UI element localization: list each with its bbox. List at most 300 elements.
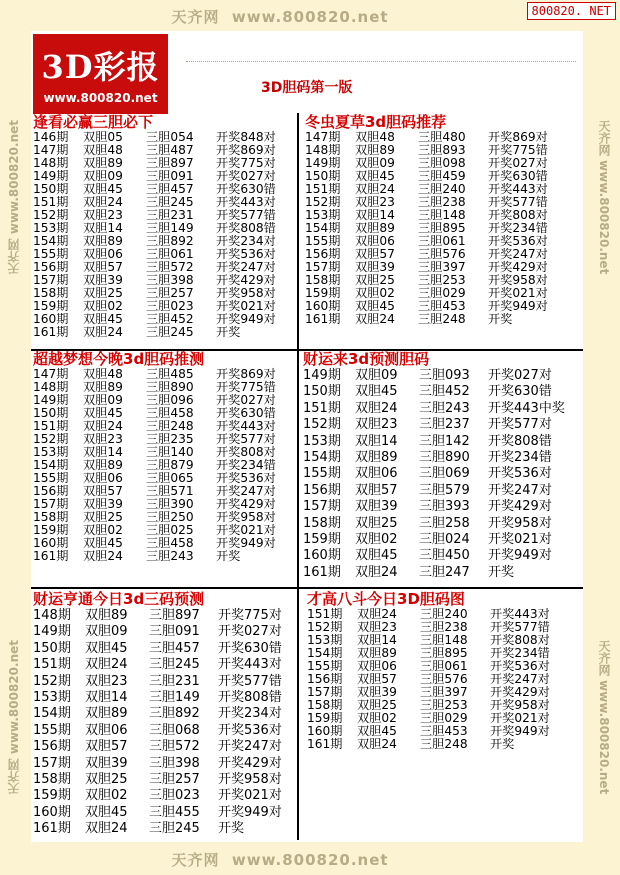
triple-pick: 三胆397	[420, 685, 468, 699]
double-pick: 双胆09	[83, 169, 123, 183]
issue-number: 154期	[33, 458, 69, 472]
issue-number: 148期	[33, 380, 69, 394]
prediction-row	[303, 384, 565, 400]
double-pick: 双胆23	[83, 208, 123, 222]
double-pick: 双胆45	[83, 312, 123, 326]
panel-rows	[33, 368, 276, 563]
triple-pick: 三胆247	[419, 564, 470, 580]
issue-number: 155期	[303, 466, 341, 482]
draw-result: 开奖775对	[218, 608, 282, 623]
triple-pick: 三胆453	[420, 724, 468, 738]
draw-result: 开奖808错	[216, 221, 276, 235]
draw-result: 开奖630错	[488, 384, 552, 400]
triple-pick: 三胆243	[146, 549, 194, 563]
issue-number: 153期	[307, 633, 343, 647]
issue-number: 157期	[307, 685, 343, 699]
issue-number: 159期	[303, 531, 341, 547]
double-pick: 双胆24	[355, 564, 398, 580]
draw-result: 开奖027对	[218, 624, 282, 640]
issue-number: 153期	[33, 689, 71, 705]
draw-result: 开奖	[216, 325, 241, 339]
double-pick: 双胆06	[355, 466, 398, 482]
triple-pick: 三胆248	[420, 737, 468, 751]
draw-result: 开奖234对	[218, 706, 282, 722]
draw-result: 开奖536对	[488, 466, 552, 482]
draw-result: 开奖630错	[216, 182, 276, 196]
prediction-row	[303, 450, 565, 466]
draw-result: 开奖443对	[216, 419, 276, 433]
triple-pick: 三胆140	[146, 445, 194, 459]
double-pick: 双胆25	[357, 698, 397, 712]
double-pick: 双胆45	[355, 384, 398, 400]
column-divider	[297, 113, 299, 840]
triple-pick: 三胆458	[146, 406, 194, 420]
double-pick: 双胆89	[355, 143, 395, 157]
issue-number: 161期	[307, 737, 343, 751]
double-pick: 双胆06	[83, 471, 123, 485]
double-pick: 双胆48	[355, 130, 395, 144]
issue-number: 150期	[305, 169, 341, 183]
double-pick: 双胆45	[83, 406, 123, 420]
double-pick: 双胆89	[83, 458, 123, 472]
issue-number: 152期	[33, 208, 69, 222]
draw-result: 开奖577对	[216, 432, 276, 446]
prediction-row	[33, 821, 282, 837]
issue-number: 151期	[305, 182, 341, 196]
panel-2	[305, 114, 548, 326]
prediction-row	[303, 417, 565, 433]
double-pick: 双胆24	[357, 737, 397, 751]
double-pick: 双胆24	[355, 182, 395, 196]
issue-number: 156期	[307, 672, 343, 686]
prediction-row	[33, 690, 282, 706]
draw-result: 开奖577错	[488, 195, 548, 209]
panel-4	[303, 351, 565, 581]
draw-result: 开奖247对	[216, 484, 276, 498]
issue-number: 150期	[33, 182, 69, 196]
prediction-row	[33, 624, 282, 640]
prediction-row	[33, 772, 282, 788]
page-title: 3D胆码第一版	[261, 80, 353, 96]
triple-pick: 三胆893	[418, 143, 466, 157]
issue-number: 152期	[33, 673, 71, 689]
triple-pick: 三胆148	[418, 208, 466, 222]
triple-pick: 三胆459	[418, 169, 466, 183]
issue-number: 153期	[303, 433, 341, 449]
draw-result: 开奖	[488, 312, 513, 326]
draw-result: 开奖949对	[490, 724, 550, 738]
triple-pick: 三胆253	[420, 698, 468, 712]
double-pick: 双胆57	[83, 484, 123, 498]
triple-pick: 三胆023	[146, 299, 194, 313]
draw-result: 开奖021对	[488, 286, 548, 300]
prediction-row	[33, 739, 282, 755]
triple-pick: 三胆892	[149, 706, 200, 722]
triple-pick: 三胆576	[418, 247, 466, 261]
issue-number: 150期	[303, 384, 341, 400]
double-pick: 双胆57	[85, 739, 128, 755]
double-pick: 双胆02	[83, 523, 123, 537]
double-pick: 双胆45	[355, 299, 395, 313]
triple-pick: 三胆572	[146, 260, 194, 274]
issue-number: 148期	[33, 156, 69, 170]
logo	[33, 34, 168, 114]
double-pick: 双胆24	[83, 419, 123, 433]
double-pick: 双胆23	[355, 195, 395, 209]
triple-pick: 三胆029	[418, 286, 466, 300]
double-pick: 双胆89	[355, 449, 398, 465]
triple-pick: 三胆895	[420, 646, 468, 660]
panel-title: 冬虫夏草3d胆码推荐	[305, 113, 447, 131]
double-pick: 双胆57	[355, 247, 395, 261]
issue-number: 158期	[33, 510, 69, 524]
issue-number: 157期	[33, 273, 69, 287]
prediction-row	[303, 532, 565, 548]
double-pick: 双胆02	[85, 788, 128, 804]
draw-result: 开奖021对	[488, 531, 552, 547]
issue-number: 152期	[303, 417, 341, 433]
issue-number: 148期	[305, 143, 341, 157]
triple-pick: 三胆061	[418, 234, 466, 248]
issue-number: 156期	[33, 260, 69, 274]
draw-result: 开奖808错	[218, 689, 282, 705]
issue-number: 156期	[33, 739, 71, 755]
issue-number: 155期	[305, 234, 341, 248]
draw-result: 开奖536对	[488, 234, 548, 248]
prediction-row	[33, 756, 282, 772]
draw-result: 开奖234错	[488, 221, 548, 235]
triple-pick: 三胆023	[149, 788, 200, 804]
draw-result: 开奖443对	[488, 182, 548, 196]
issue-number: 150期	[33, 406, 69, 420]
issue-number: 153期	[33, 445, 69, 459]
draw-result: 开奖869对	[216, 143, 276, 157]
double-pick: 双胆39	[83, 497, 123, 511]
draw-result: 开奖	[218, 821, 245, 837]
triple-pick: 三胆093	[419, 368, 470, 383]
triple-pick: 三胆398	[149, 755, 200, 771]
prediction-row	[33, 326, 276, 339]
triple-pick: 三胆457	[149, 640, 200, 656]
triple-pick: 三胆571	[146, 484, 194, 498]
draw-result: 开奖775错	[488, 143, 548, 157]
double-pick: 双胆45	[357, 724, 397, 738]
prediction-row	[33, 674, 282, 690]
double-pick: 双胆45	[355, 169, 395, 183]
issue-number: 158期	[307, 698, 343, 712]
triple-pick: 三胆149	[149, 689, 200, 705]
issue-number: 155期	[307, 659, 343, 673]
issue-number: 159期	[33, 523, 69, 537]
draw-result: 开奖808对	[490, 633, 550, 647]
draw-result: 开奖027对	[216, 393, 276, 407]
issue-number: 149期	[33, 624, 71, 640]
panel-title: 才高八斗今日3D胆码图	[307, 590, 465, 608]
logo-url: www.800820.net	[43, 91, 158, 105]
issue-number: 147期	[305, 130, 341, 144]
header-divider	[186, 61, 576, 62]
triple-pick: 三胆098	[418, 156, 466, 170]
double-pick: 双胆39	[85, 755, 128, 771]
draw-result: 开奖630错	[488, 169, 548, 183]
panel-rows	[33, 131, 276, 339]
double-pick: 双胆06	[83, 247, 123, 261]
double-pick: 双胆06	[355, 234, 395, 248]
issue-number: 154期	[303, 449, 341, 465]
triple-pick: 三胆895	[418, 221, 466, 235]
draw-result: 开奖577对	[488, 417, 552, 433]
triple-pick: 三胆897	[146, 156, 194, 170]
draw-result: 开奖027对	[488, 156, 548, 170]
prediction-row	[303, 466, 565, 482]
triple-pick: 三胆061	[420, 659, 468, 673]
double-pick: 双胆02	[355, 286, 395, 300]
panel-rows	[33, 608, 282, 837]
panel-title: 财运亨通今日3d三码预测	[33, 590, 205, 608]
double-pick: 双胆57	[357, 672, 397, 686]
triple-pick: 三胆393	[419, 499, 470, 515]
draw-result: 开奖808对	[488, 208, 548, 222]
triple-pick: 三胆245	[149, 821, 200, 837]
draw-result: 开奖429对	[490, 685, 550, 699]
triple-pick: 三胆245	[146, 195, 194, 209]
draw-result: 开奖027对	[216, 169, 276, 183]
triple-pick: 三胆257	[146, 286, 194, 300]
double-pick: 双胆24	[85, 821, 128, 837]
double-pick: 双胆89	[355, 221, 395, 235]
triple-pick: 三胆237	[419, 417, 470, 433]
draw-result: 开奖869对	[216, 367, 276, 381]
prediction-row	[303, 565, 565, 581]
issue-number: 152期	[307, 620, 343, 634]
draw-result: 开奖	[488, 564, 515, 580]
panel-1	[33, 114, 276, 339]
double-pick: 双胆23	[355, 417, 398, 433]
draw-result: 开奖848对	[216, 130, 276, 144]
draw-result: 开奖630错	[216, 406, 276, 420]
double-pick: 双胆39	[355, 260, 395, 274]
double-pick: 双胆25	[355, 273, 395, 287]
double-pick: 双胆25	[83, 286, 123, 300]
issue-number: 159期	[305, 286, 341, 300]
issue-number: 151期	[33, 195, 69, 209]
double-pick: 双胆89	[357, 646, 397, 660]
double-pick: 双胆24	[83, 549, 123, 563]
triple-pick: 三胆248	[418, 312, 466, 326]
triple-pick: 三胆238	[418, 195, 466, 209]
triple-pick: 三胆576	[420, 672, 468, 686]
watermark-top: 天齐网 www.800820.net	[171, 8, 389, 26]
issue-number: 155期	[33, 247, 69, 261]
prediction-row	[303, 483, 565, 499]
draw-result: 开奖536对	[216, 247, 276, 261]
issue-number: 160期	[305, 299, 341, 313]
draw-result: 开奖429对	[488, 260, 548, 274]
draw-result: 开奖630错	[218, 640, 282, 656]
row-divider-2	[31, 587, 583, 589]
issue-number: 160期	[307, 724, 343, 738]
prediction-row	[33, 550, 276, 563]
double-pick: 双胆23	[357, 620, 397, 634]
double-pick: 双胆89	[83, 380, 123, 394]
panel-title: 逢看必赢三胆必下	[33, 113, 154, 131]
issue-number: 161期	[305, 312, 341, 326]
draw-result: 开奖247对	[490, 672, 550, 686]
triple-pick: 三胆148	[420, 633, 468, 647]
issue-number: 157期	[303, 499, 341, 515]
issue-number: 155期	[33, 471, 69, 485]
issue-number: 159期	[307, 711, 343, 725]
prediction-row	[303, 401, 565, 417]
triple-pick: 三胆065	[146, 471, 194, 485]
double-pick: 双胆09	[355, 368, 398, 383]
issue-number: 161期	[33, 549, 69, 563]
triple-pick: 三胆480	[418, 130, 466, 144]
issue-number: 158期	[33, 771, 71, 787]
prediction-row	[307, 738, 550, 751]
issue-number: 154期	[305, 221, 341, 235]
issue-number: 146期	[33, 130, 69, 144]
double-pick: 双胆39	[357, 685, 397, 699]
triple-pick: 三胆231	[146, 208, 194, 222]
panel-5	[33, 591, 282, 837]
issue-number: 154期	[307, 646, 343, 660]
double-pick: 双胆45	[83, 536, 123, 550]
triple-pick: 三胆458	[146, 536, 194, 550]
watermark-right-lower: 天齐网 www.800820.net	[597, 640, 611, 795]
prediction-row	[303, 499, 565, 515]
triple-pick: 三胆390	[146, 497, 194, 511]
draw-result: 开奖234错	[216, 458, 276, 472]
draw-result: 开奖949对	[218, 804, 282, 820]
double-pick: 双胆05	[83, 130, 123, 144]
triple-pick: 三胆890	[419, 449, 470, 465]
double-pick: 双胆06	[357, 659, 397, 673]
draw-result: 开奖429对	[216, 497, 276, 511]
double-pick: 双胆45	[83, 182, 123, 196]
double-pick: 双胆14	[83, 445, 123, 459]
triple-pick: 三胆455	[149, 804, 200, 820]
triple-pick: 三胆879	[146, 458, 194, 472]
prediction-row	[305, 313, 548, 326]
issue-number: 160期	[33, 312, 69, 326]
draw-result: 开奖958对	[218, 771, 282, 787]
draw-result: 开奖429对	[488, 499, 552, 515]
double-pick: 双胆24	[355, 400, 398, 416]
draw-result: 开奖247对	[488, 482, 552, 498]
issue-number: 152期	[33, 432, 69, 446]
panel-6	[307, 591, 550, 751]
double-pick: 双胆14	[357, 633, 397, 647]
prediction-row	[303, 434, 565, 450]
watermark-left-upper: 天齐网 www.800820.net	[7, 120, 21, 275]
site-badge[interactable]: 800820. NET	[527, 2, 616, 20]
draw-result: 开奖869对	[488, 130, 548, 144]
issue-number: 160期	[33, 804, 71, 820]
draw-result: 开奖536对	[216, 471, 276, 485]
triple-pick: 三胆897	[149, 608, 200, 623]
draw-result: 开奖234对	[216, 234, 276, 248]
draw-result: 开奖021对	[218, 788, 282, 804]
issue-number: 151期	[303, 400, 341, 416]
report-sheet	[31, 31, 583, 842]
double-pick: 双胆02	[83, 299, 123, 313]
double-pick: 双胆02	[357, 711, 397, 725]
double-pick: 双胆89	[83, 156, 123, 170]
triple-pick: 三胆452	[146, 312, 194, 326]
issue-number: 154期	[33, 706, 71, 722]
double-pick: 双胆24	[355, 312, 395, 326]
double-pick: 双胆14	[355, 208, 395, 222]
triple-pick: 三胆457	[146, 182, 194, 196]
double-pick: 双胆09	[355, 156, 395, 170]
issue-number: 152期	[305, 195, 341, 209]
issue-number: 149期	[305, 156, 341, 170]
issue-number: 161期	[303, 564, 341, 580]
triple-pick: 三胆235	[146, 432, 194, 446]
draw-result: 开奖	[490, 737, 515, 751]
double-pick: 双胆25	[83, 510, 123, 524]
draw-result: 开奖443对	[490, 607, 550, 621]
issue-number: 158期	[305, 273, 341, 287]
issue-number: 149期	[33, 393, 69, 407]
issue-number: 156期	[305, 247, 341, 261]
double-pick: 双胆25	[85, 771, 128, 787]
panel-rows	[305, 131, 548, 326]
double-pick: 双胆06	[85, 722, 128, 738]
triple-pick: 三胆245	[146, 325, 194, 339]
double-pick: 双胆09	[85, 624, 128, 640]
triple-pick: 三胆061	[146, 247, 194, 261]
issue-number: 154期	[33, 234, 69, 248]
double-pick: 双胆09	[83, 393, 123, 407]
prediction-row	[33, 706, 282, 722]
issue-number: 160期	[303, 548, 341, 564]
draw-result: 开奖958对	[488, 515, 552, 531]
prediction-row	[33, 788, 282, 804]
triple-pick: 三胆485	[146, 367, 194, 381]
double-pick: 双胆24	[85, 657, 128, 673]
issue-number: 149期	[303, 368, 341, 383]
draw-result: 开奖443中奖	[488, 400, 565, 416]
triple-pick: 三胆024	[419, 531, 470, 547]
double-pick: 双胆89	[83, 234, 123, 248]
draw-result: 开奖021对	[490, 711, 550, 725]
draw-result: 开奖958对	[216, 510, 276, 524]
draw-result: 开奖949对	[488, 299, 548, 313]
triple-pick: 三胆142	[419, 433, 470, 449]
triple-pick: 三胆240	[420, 607, 468, 621]
issue-number: 161期	[33, 325, 69, 339]
watermark-left-lower: 天齐网 www.800820.net	[7, 640, 21, 795]
triple-pick: 三胆068	[149, 722, 200, 738]
double-pick: 双胆89	[85, 608, 128, 623]
triple-pick: 三胆890	[146, 380, 194, 394]
double-pick: 双胆48	[83, 143, 123, 157]
issue-number: 148期	[33, 608, 71, 623]
triple-pick: 三胆398	[146, 273, 194, 287]
issue-number: 157期	[305, 260, 341, 274]
double-pick: 双胆45	[85, 640, 128, 656]
issue-number: 151期	[307, 607, 343, 621]
prediction-row	[33, 657, 282, 673]
double-pick: 双胆57	[83, 260, 123, 274]
issue-number: 161期	[33, 821, 71, 837]
issue-number: 157期	[33, 755, 71, 771]
double-pick: 双胆24	[83, 325, 123, 339]
double-pick: 双胆89	[85, 706, 128, 722]
draw-result: 开奖949对	[216, 536, 276, 550]
